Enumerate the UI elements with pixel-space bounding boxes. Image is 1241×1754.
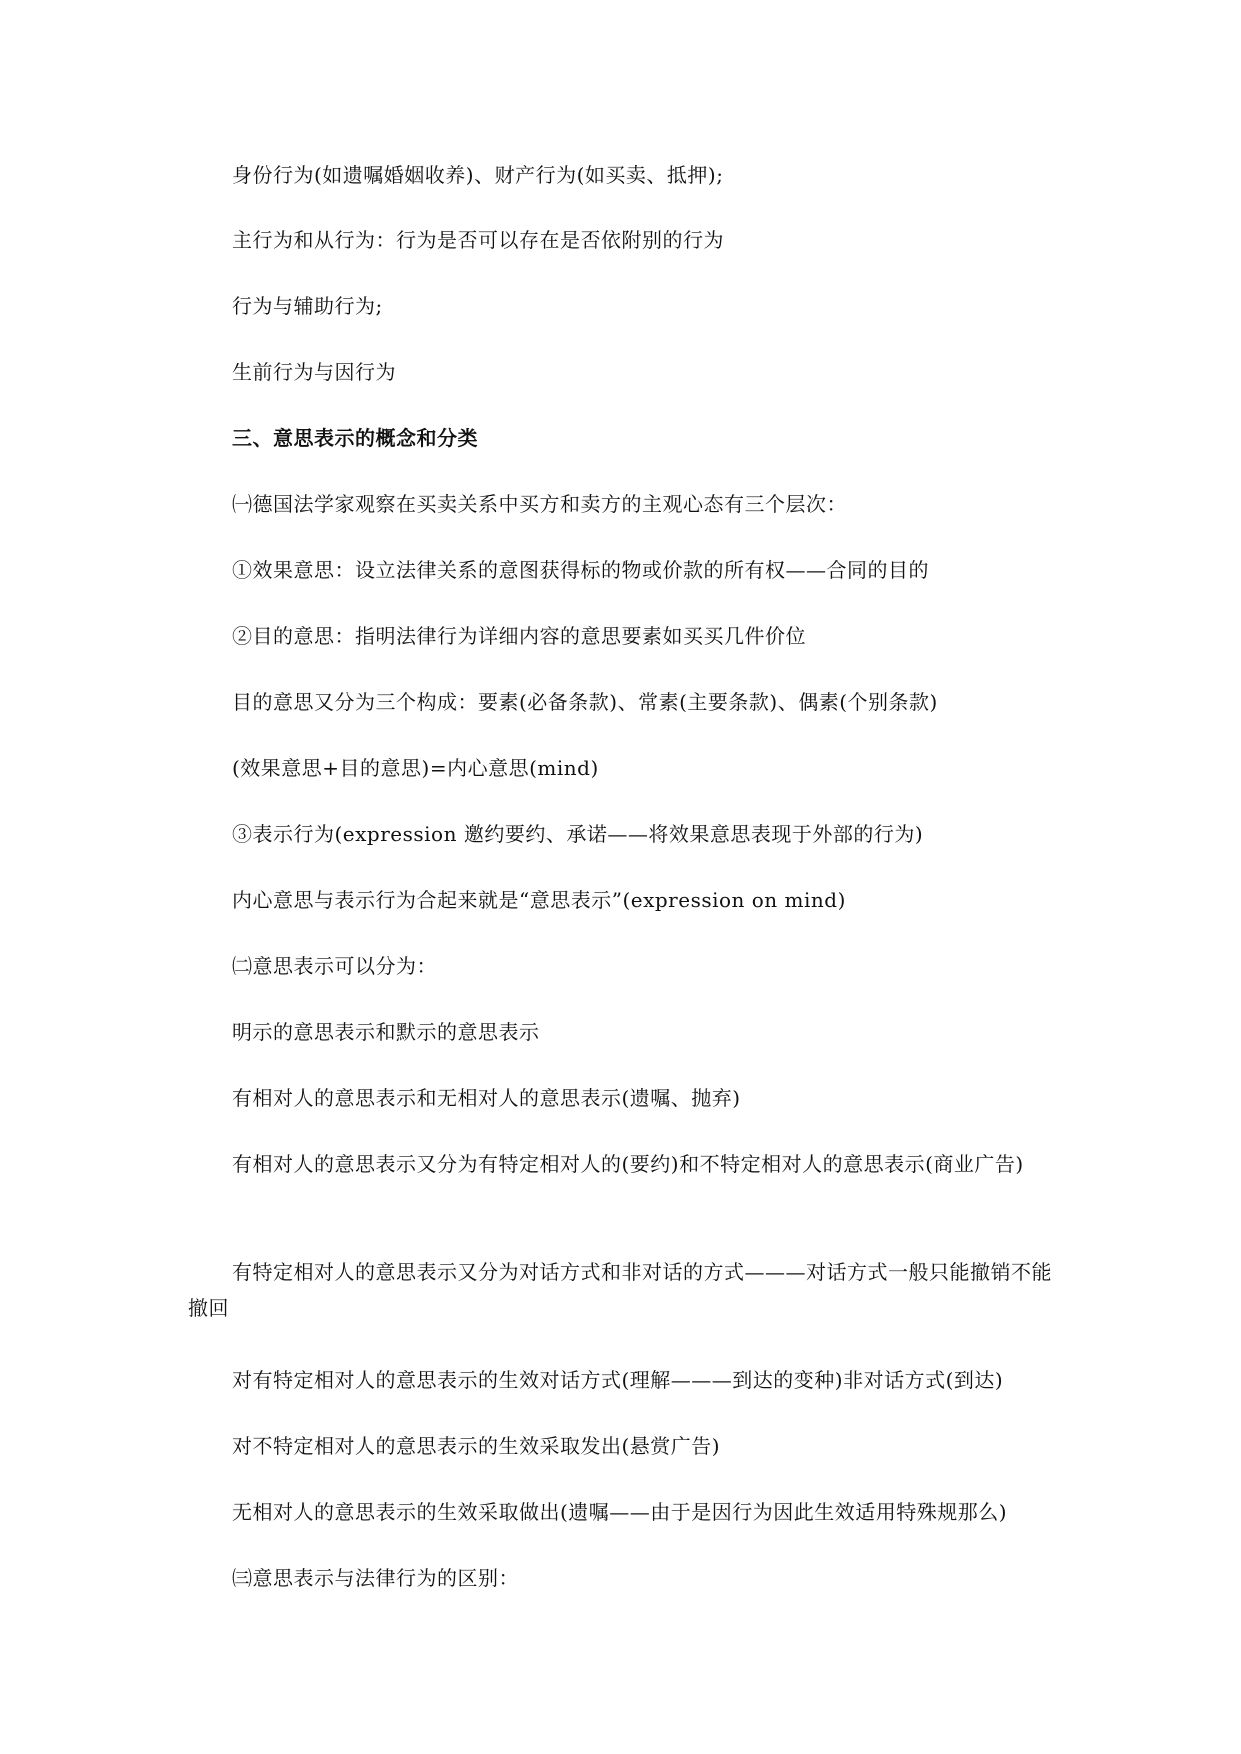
paragraph-line: 内心意思与表示行为合起来就是“意思表示”(expression on mind) — [232, 888, 846, 912]
section-heading: 三、意思表示的概念和分类 — [232, 426, 478, 450]
paragraph-line: ㈢意思表示与法律行为的区别： — [232, 1566, 519, 1590]
paragraph-line: 对不特定相对人的意思表示的生效采取发出(悬赏广告) — [232, 1434, 721, 1458]
paragraph-line: ③表示行为(expression 邀约要约、承诺——将效果意思表现于外部的行为) — [232, 822, 924, 846]
paragraph-line: 对有特定相对人的意思表示的生效对话方式(理解———到达的变种)非对话方式(到达) — [232, 1368, 1004, 1392]
paragraph-line: 主行为和从行为：行为是否可以存在是否依附别的行为 — [232, 228, 724, 252]
paragraph-line: 目的意思又分为三个构成：要素(必备条款)、常素(主要条款)、偶素(个别条款) — [232, 690, 938, 714]
paragraph-wrapped: 有相对人的意思表示又分为有特定相对人的(要约)和不特定相对人的意思表示(商业广告) — [232, 1152, 1024, 1176]
paragraph-line: ㈡意思表示可以分为： — [232, 954, 437, 978]
paragraph-wrapped: 有特定相对人的意思表示又分为对话方式和非对话的方式———对话方式一般只能撤销不能撤回 — [188, 1260, 1052, 1320]
paragraph-line: 无相对人的意思表示的生效采取做出(遗嘱——由于是因行为因此生效适用特殊规那么) — [232, 1500, 1008, 1524]
paragraph-line: 有相对人的意思表示和无相对人的意思表示(遗嘱、抛弃) — [232, 1086, 741, 1110]
paragraph-line: 行为与辅助行为; — [232, 294, 383, 318]
paragraph-line: ㈠德国法学家观察在买卖关系中买方和卖方的主观心态有三个层次： — [232, 492, 847, 516]
paragraph-line: 身份行为(如遗嘱婚姻收养)、财产行为(如买卖、抵押); — [232, 163, 724, 187]
paragraph-line: ①效果意思：设立法律关系的意图获得标的物或价款的所有权——合同的目的 — [232, 558, 929, 582]
paragraph-line: 生前行为与因行为 — [232, 360, 396, 384]
paragraph-line: 明示的意思表示和默示的意思表示 — [232, 1020, 540, 1044]
paragraph-line: ②目的意思：指明法律行为详细内容的意思要素如买买几件价位 — [232, 624, 806, 648]
paragraph-line: (效果意思+目的意思)=内心意思(mind) — [232, 756, 599, 780]
